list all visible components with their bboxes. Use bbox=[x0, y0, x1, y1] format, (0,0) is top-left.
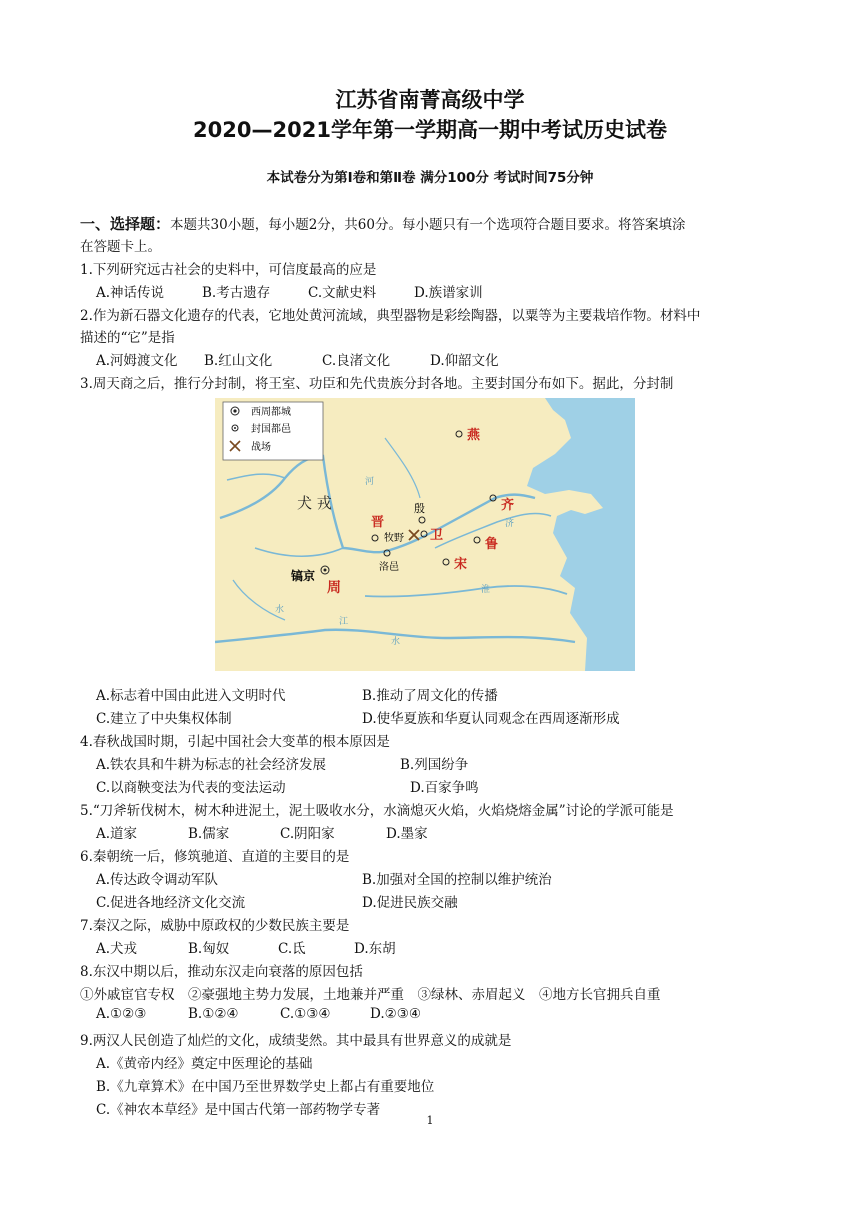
question-4-stem: 4.春秋战国时期，引起中国社会大变革的根本原因是 bbox=[80, 734, 390, 750]
q7-option-b: B.匈奴 bbox=[188, 941, 230, 957]
q2-option-d: D.仰韶文化 bbox=[430, 353, 499, 369]
western-zhou-fiefdom-map bbox=[215, 398, 635, 671]
q8-option-c: C.①③④ bbox=[280, 1006, 331, 1022]
label-muye: 牧野 bbox=[384, 533, 404, 544]
q7-option-a: A.犬戎 bbox=[96, 941, 138, 957]
legend-battlefield: 战场 bbox=[251, 442, 271, 453]
question-1-stem: 1.下列研究远古社会的史料中，可信度最高的应是 bbox=[80, 262, 377, 278]
section-heading: 一、选择题： bbox=[80, 215, 171, 233]
question-9-stem: 9.两汉人民创造了灿烂的文化，成绩斐然。其中最具有世界意义的成就是 bbox=[80, 1033, 512, 1049]
q5-option-b: B.儒家 bbox=[188, 826, 230, 842]
label-lu: 鲁 bbox=[485, 537, 499, 552]
q1-option-a: A.神话传说 bbox=[96, 285, 165, 301]
q6-option-d: D.促进民族交融 bbox=[362, 895, 458, 911]
q8-option-b: B.①②④ bbox=[188, 1006, 239, 1022]
q4-option-b: B.列国纷争 bbox=[400, 757, 469, 773]
q3-option-a: A.标志着中国由此进入文明时代 bbox=[96, 688, 286, 704]
question-6-stem: 6.秦朝统一后，修筑驰道、直道的主要目的是 bbox=[80, 849, 350, 865]
section-intro: 一、选择题：本题共30小题，每小题2分，共60分。每小题只有一个选项符合题目要求。将答案填涂 bbox=[80, 215, 686, 233]
q3-option-b: B.推动了周文化的传播 bbox=[362, 688, 498, 704]
label-qi: 齐 bbox=[501, 498, 515, 513]
q6-option-b: B.加强对全国的控制以维护统治 bbox=[362, 872, 552, 888]
q2-option-a: A.河姆渡文化 bbox=[96, 353, 178, 369]
page-number: 1 bbox=[426, 1114, 434, 1127]
legend-capital: 西周都城 bbox=[251, 407, 291, 418]
q2-option-c: C.良渚文化 bbox=[322, 353, 391, 369]
q1-option-c: C.文献史料 bbox=[308, 285, 377, 301]
question-8-items: ①外戚宦官专权 ②豪强地主势力发展，土地兼并严重 ③绿林、赤眉起义 ④地方长官拥兵自重 bbox=[80, 987, 661, 1003]
exam-info: 本试卷分为第Ⅰ卷和第Ⅱ卷 满分100分 考试时间75分钟 bbox=[266, 170, 594, 186]
q4-option-c: C.以商鞅变法为代表的变法运动 bbox=[96, 780, 286, 796]
question-7-stem: 7.秦汉之际，威胁中原政权的少数民族主要是 bbox=[80, 918, 350, 934]
label-quanrong: 犬 戎 bbox=[297, 494, 332, 512]
label-jin: 晋 bbox=[371, 515, 385, 530]
q6-option-c: C.促进各地经济文化交流 bbox=[96, 895, 246, 911]
q4-option-d: D.百家争鸣 bbox=[410, 780, 479, 796]
question-5-stem: 5.“刀斧斩伐树木，树木种进泥土，泥土吸收水分，水滴熄灭火焰，火焰烧熔金属”讨论的学派可能是 bbox=[80, 803, 674, 819]
q3-option-c: C.建立了中央集权体制 bbox=[96, 711, 232, 727]
question-8-stem: 8.东汉中期以后，推动东汉走向衰落的原因包括 bbox=[80, 964, 363, 980]
label-river-huai: 淮 bbox=[481, 585, 491, 595]
legend-fief-city: 封国都邑 bbox=[251, 424, 291, 435]
q5-option-c: C.阴阳家 bbox=[280, 826, 335, 842]
label-yan: 燕 bbox=[467, 428, 481, 443]
label-haojing: 镐京 bbox=[291, 569, 316, 583]
question-2-stem: 2.作为新石器文化遗存的代表，它地处黄河流域，典型器物是彩绘陶器，以粟等为主要栽培作物。材料中 bbox=[80, 308, 701, 324]
label-luoyi: 洛邑 bbox=[379, 562, 399, 573]
q3-option-d: D.使华夏族和华夏认同观念在西周逐渐形成 bbox=[362, 711, 620, 727]
question-3-stem: 3.周天商之后，推行分封制，将王室、功臣和先代贵族分封各地。主要封国分布如下。据此，分封制 bbox=[80, 376, 674, 392]
q4-option-a: A.铁农具和牛耕为标志的社会经济发展 bbox=[96, 757, 327, 773]
label-yin: 殷 bbox=[414, 502, 425, 515]
label-river-shui-2: 水 bbox=[391, 637, 401, 647]
q8-option-a: A.①②③ bbox=[96, 1006, 147, 1022]
q7-option-c: C.氐 bbox=[278, 941, 306, 957]
question-2-stem-cont: 描述的“它”是指 bbox=[80, 330, 175, 346]
q9-option-b: B.《九章算术》在中国乃至世界数学史上都占有重要地位 bbox=[96, 1079, 435, 1095]
label-song: 宋 bbox=[454, 557, 468, 572]
q9-option-c: C.《神农本草经》是中国古代第一部药物学专著 bbox=[96, 1102, 381, 1118]
q5-option-a: A.道家 bbox=[96, 826, 138, 842]
q9-option-a: A.《黄帝内经》奠定中医理论的基础 bbox=[96, 1056, 313, 1072]
label-river-jiang: 江 bbox=[339, 617, 349, 627]
label-wei: 卫 bbox=[430, 528, 444, 543]
label-river-shui: 水 bbox=[275, 605, 285, 615]
section-intro-cont: 在答题卡上。 bbox=[80, 239, 161, 255]
q6-option-a: A.传达政令调动军队 bbox=[96, 872, 219, 888]
label-river-he: 河 bbox=[365, 477, 375, 487]
q5-option-d: D.墨家 bbox=[386, 826, 428, 842]
q1-option-b: B.考古遗存 bbox=[202, 285, 271, 301]
exam-title: 2020—2021学年第一学期高一期中考试历史试卷 bbox=[193, 118, 667, 142]
q7-option-d: D.东胡 bbox=[354, 941, 396, 957]
q2-option-b: B.红山文化 bbox=[204, 353, 273, 369]
q1-option-d: D.族谱家训 bbox=[414, 285, 483, 301]
q8-option-d: D.②③④ bbox=[370, 1006, 421, 1022]
label-zhou: 周 bbox=[327, 580, 341, 596]
school-title: 江苏省南菁高级中学 bbox=[335, 88, 525, 112]
label-river-ji: 济 bbox=[505, 519, 515, 529]
